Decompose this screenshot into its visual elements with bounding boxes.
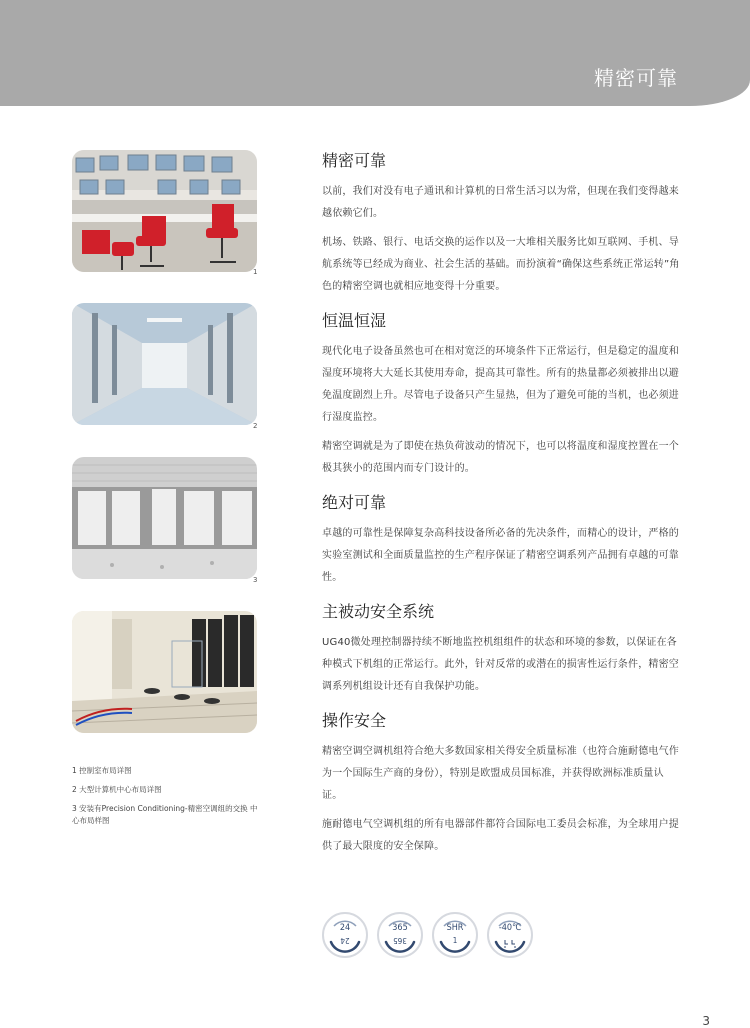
computer-room-aisle-photo	[72, 303, 257, 425]
paragraph: 精密空调空调机组符合绝大多数国家相关得安全质量标准（也符合施耐德电气作为一个国际生产商的身份），特别是欧盟成员国标准，并获得欧洲标准质量认证。	[322, 746, 679, 801]
365-days-icon	[377, 912, 423, 958]
photo-number: 1	[253, 268, 258, 276]
badge-bottom-text: 24	[340, 936, 350, 945]
server-cabinets-photo	[72, 457, 257, 579]
paragraph: 精密空调就是为了即使在热负荷波动的情况下，也可以将温度和湿度控置在一个极其狭小的范围内而专门设计的。	[322, 441, 679, 474]
section-reliability	[322, 150, 684, 298]
badge-top-text: -40℃	[498, 923, 522, 933]
paragraph: 施耐德电气空调机组的所有电器部件都符合国际电工委员会标准，为全球用户提供了最大限度的安全保障。	[322, 819, 679, 852]
paragraph: 现代化电子设备虽然也可在相对宽泛的环境条件下正常运行，但是稳定的温度和湿度环境将大大延长其使用寿命，提高其可靠性。所有的热量都必须被排出以避免温度剧烈上升。尽管电子设备只产生显热，但为了避免可能的当机，也必须进行湿度监控。	[322, 346, 679, 423]
photo-number: 2	[253, 422, 258, 430]
section-constant-temp-humidity	[322, 310, 684, 480]
badge-top-text: 365	[392, 923, 408, 933]
header-title: 精密可靠	[594, 66, 678, 90]
photo-captions	[72, 765, 262, 834]
paragraph: UG40微处理控制器持续不断地监控机组组件的状态和环境的参数，以保证在各种模式下机组的正常运行。此外，针对反常的或潜在的损害性运行条件，精密空调系列机组设计还有自我保护功能。	[322, 637, 679, 692]
paragraph: 机场、铁路、银行、电话交换的运作以及一大堆相关服务比如互联网、手机、导航系统等已经成为商业、社会生活的基础。而扮演着“确保这些系统正常运转”角色的精密空调也就相应地变得十分重要。	[322, 237, 680, 292]
precision-conditioning-install-photo	[72, 611, 257, 733]
24h-operation-icon	[322, 912, 368, 958]
main-content	[322, 150, 684, 870]
paragraph: 卓越的可靠性是保障复杂高科技设备所必备的先决条件，而精心的设计，严格的实验室测试和全面质量监控的生产程序保证了精密空调系列产品拥有卓越的可靠性。	[322, 528, 679, 583]
caption-2: 2 大型计算机中心布局详图	[72, 785, 162, 794]
section-title: 主被动安全系统	[322, 602, 435, 621]
caption-3: 3 安装有Precision Conditioning-精密空调组的交换 中心布局样图	[72, 804, 258, 825]
section-safety-system	[322, 601, 684, 698]
section-absolute-reliability	[322, 492, 684, 589]
badge-top-text: SHR	[446, 923, 464, 933]
shr-ratio-icon	[432, 912, 478, 958]
section-title: 绝对可靠	[322, 493, 387, 512]
badge-top-text: 24	[339, 923, 351, 933]
control-room-photo	[72, 150, 257, 272]
caption-1: 1 控制室布局详图	[72, 766, 132, 775]
header-band	[0, 0, 750, 106]
badge-bottom-text: 365	[393, 936, 407, 945]
page-number: 3	[702, 1014, 710, 1028]
section-title: 恒温恒湿	[322, 311, 387, 330]
section-operation-safety	[322, 710, 684, 858]
photo-number: 3	[253, 576, 258, 584]
section-title: 精密可靠	[322, 151, 387, 170]
paragraph: 以前，我们对没有电子通讯和计算机的日常生活习以为常，但现在我们变得越来越依赖它们。	[322, 186, 679, 219]
low-temperature-icon	[487, 912, 533, 958]
section-title: 操作安全	[322, 711, 387, 730]
badge-bottom-text: 1	[452, 936, 458, 945]
feature-badges	[322, 912, 533, 958]
